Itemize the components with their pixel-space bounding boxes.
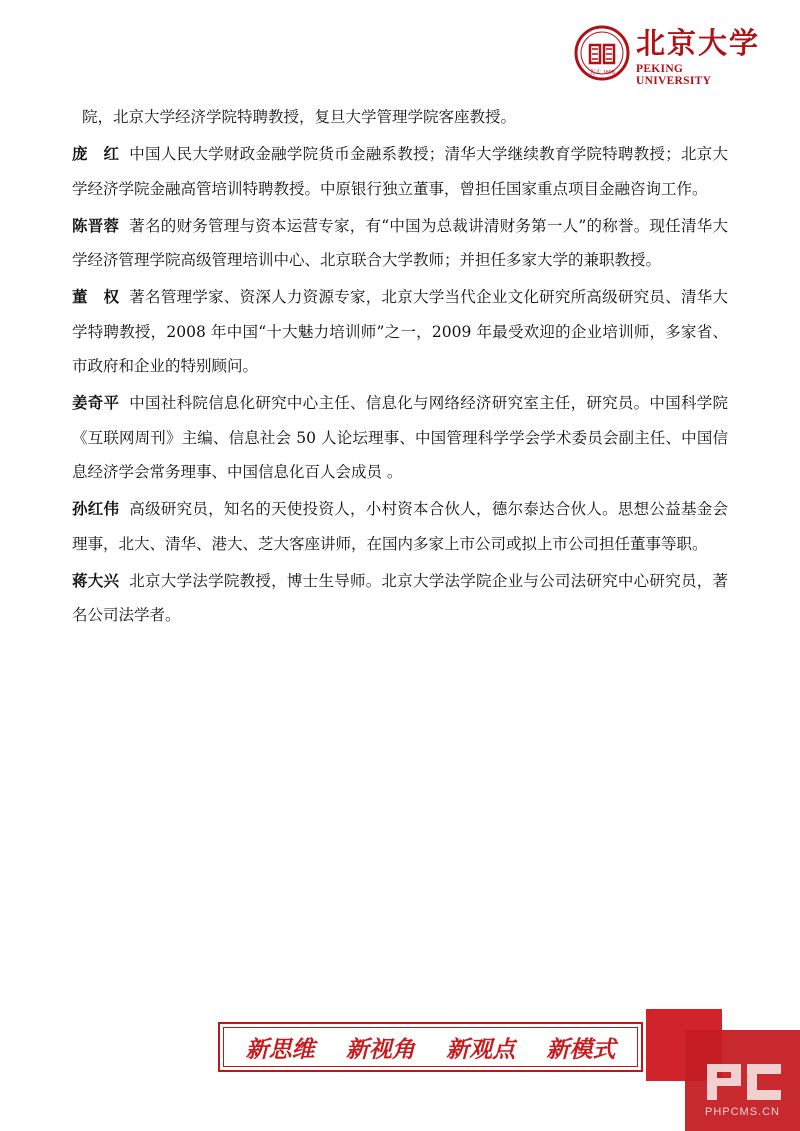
bio-text: 高级研究员，知名的天使投资人，小村资本合伙人，德尔泰达合伙人。思想公益基金会理事，北大、清华、港大、芝大客座讲师，在国内多家上市公司或拟上市公司担任董事等职。	[72, 500, 728, 553]
bio-paragraph-4	[72, 386, 728, 489]
slogan-item: 新模式	[546, 1035, 616, 1063]
slogan-banner	[218, 1022, 643, 1072]
pc-logo-icon	[685, 1056, 800, 1106]
faculty-name: 陈晋蓉	[72, 215, 120, 235]
slogan-item: 新观点	[446, 1035, 516, 1063]
slogan-item: 新思维	[245, 1035, 315, 1063]
faculty-name: 董 权	[72, 287, 120, 307]
faculty-name: 姜奇平	[72, 393, 120, 413]
slogan-item: 新视角	[345, 1035, 415, 1063]
watermark-text: PHPCMS.CN	[704, 1106, 780, 1118]
bio-text: 中国人民大学财政金融学院货币金融系教授；清华大学继续教育学院特聘教授；北京大学经济学院金融高管培训特聘教授。中原银行独立董事，曾担任国家重点项目金融咨询工作。	[72, 145, 728, 198]
bio-text: 院，北京大学经济学院特聘教授，复旦大学管理学院客座教授。	[82, 108, 517, 126]
bio-paragraph-5	[72, 492, 728, 561]
bio-paragraph-2	[72, 209, 728, 278]
faculty-name: 孙红伟	[72, 499, 120, 519]
logo-english-name: PEKING UNIVERSITY	[636, 63, 712, 87]
bio-text: 著名管理学家、资深人力资源专家，北京大学当代企业文化研究所高级研究员、清华大学特聘教授，2008 年中国“十大魅力培训师”之一，2009 年最受欢迎的企业培训师，多家省、市政府和企业的特别顾问。	[72, 288, 728, 376]
bio-paragraph-1	[72, 137, 728, 206]
faculty-name: 蒋大兴	[72, 570, 120, 590]
bio-paragraph-3	[72, 280, 728, 383]
seal-year: 北大 1898	[589, 70, 615, 76]
bio-paragraph-6	[72, 564, 728, 633]
bio-text: 中国社科院信息化研究中心主任、信息化与网络经济研究室主任，研究员。中国科学院《互联网周刊》主编、信息社会 50 人论坛理事、中国管理科学学会学术委员会副主任、中国信息经济学会常务理事、中国信息化百人会成员 。	[72, 394, 728, 481]
logo-chinese-name: 北京大学	[636, 26, 761, 60]
faculty-bios	[72, 100, 728, 635]
pku-seal-icon	[574, 25, 630, 81]
faculty-name: 庞 红	[72, 144, 120, 164]
bio-text: 北京大学法学院教授，博士生导师。北京大学法学院企业与公司法研究中心研究员，著名公司法学者。	[72, 571, 728, 625]
phpcms-watermark	[685, 1056, 800, 1131]
bio-paragraph-0	[72, 100, 728, 134]
bio-text: 著名的财务管理与资本运营专家，有“中国为总裁讲清财务第一人”的称誉。现任清华大学经济管理学院高级管理培训中心、北京联合大学教师；并担任多家大学的兼职教授。	[72, 216, 728, 270]
peking-university-logo	[574, 25, 761, 87]
